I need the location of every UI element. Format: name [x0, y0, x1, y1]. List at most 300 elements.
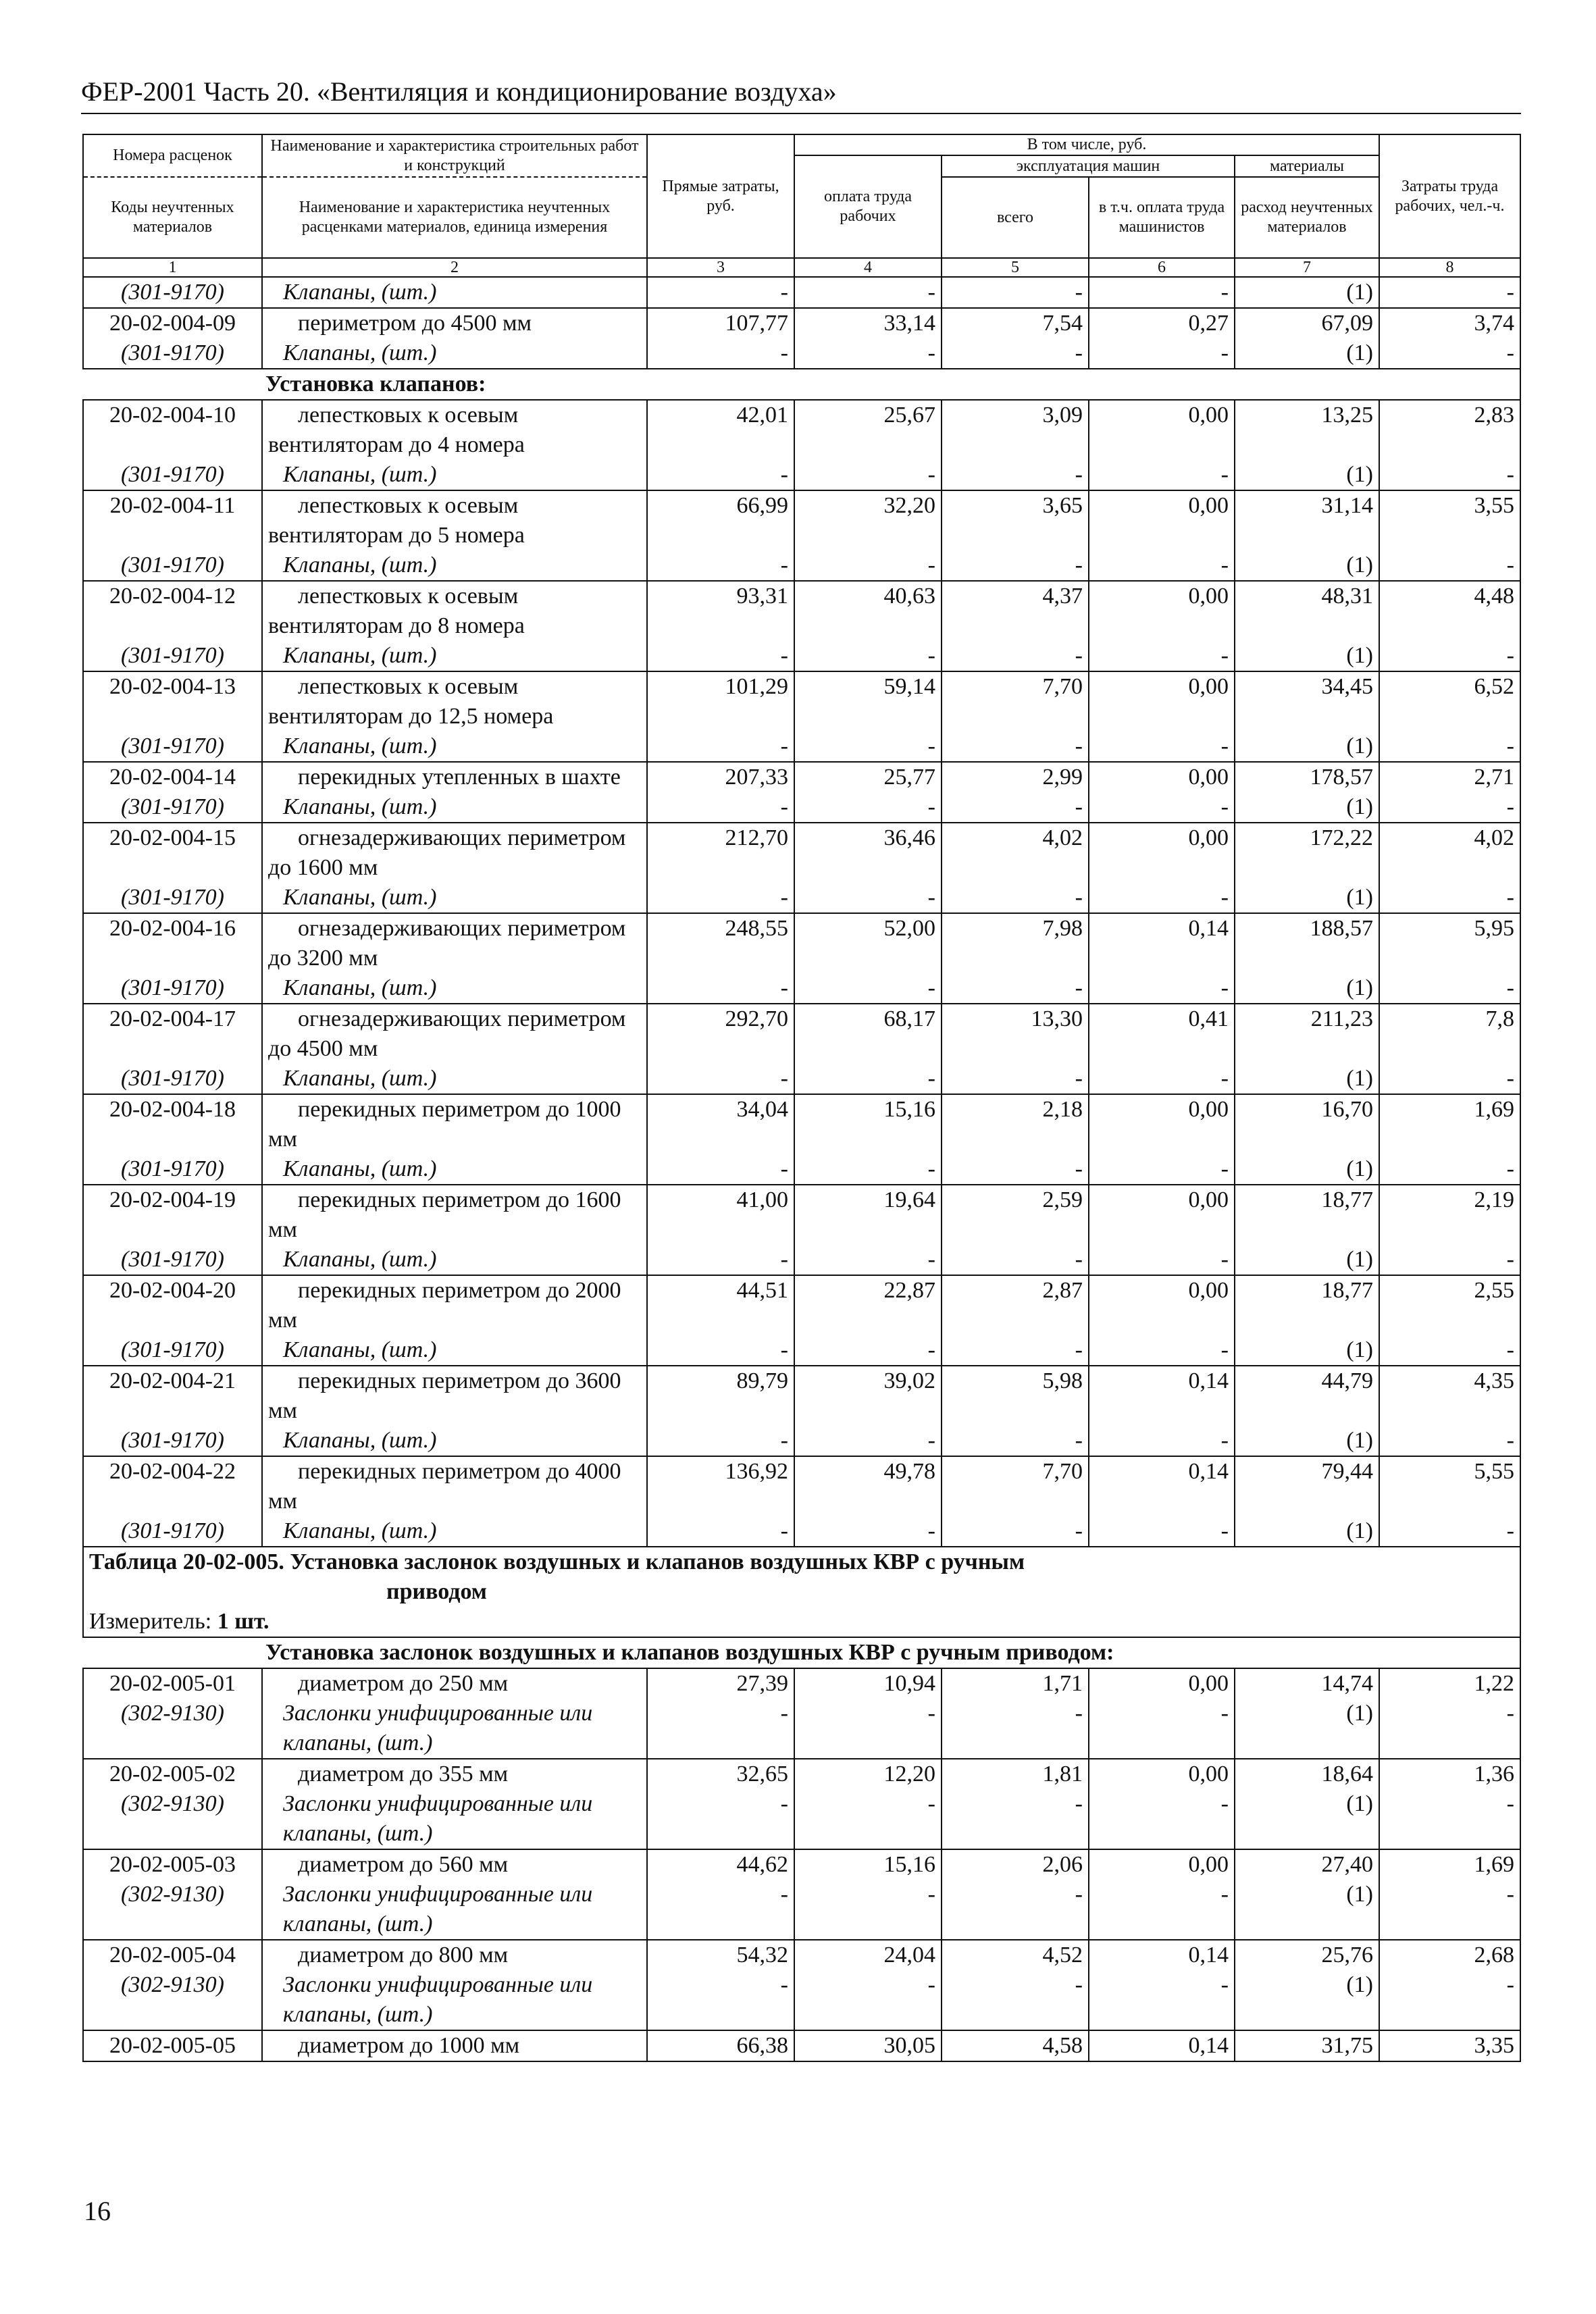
work-name — [262, 762, 647, 792]
col-num: 5 — [942, 258, 1089, 277]
dash-cell: - — [1379, 338, 1520, 369]
material-code: (301-9170) — [83, 460, 262, 490]
value-col-4: 22,87 — [794, 1275, 942, 1335]
table2-unit-row — [83, 1607, 1520, 1637]
value-col-8: 5,95 — [1379, 913, 1520, 973]
value-col-7: 18,77 — [1235, 1275, 1379, 1335]
rate-code: 20-02-004-14 — [83, 762, 262, 792]
work-name-text: диаметром до 560 мм — [298, 1852, 509, 1877]
value-col-4: 68,17 — [794, 1004, 942, 1064]
price-row — [83, 490, 1520, 550]
dash-cell: - — [647, 641, 794, 671]
value-col-6: 0,00 — [1089, 762, 1235, 792]
dash-cell: - — [1089, 731, 1235, 762]
work-name-text: перекидных периметром до 1000 мм — [268, 1097, 621, 1152]
dash-cell: - — [647, 1970, 794, 2030]
dash-cell: - — [794, 731, 942, 762]
dash-cell: - — [1089, 1880, 1235, 1940]
dash-cell: - — [647, 1789, 794, 1849]
work-name — [262, 1849, 647, 1880]
value-col-6: 0,14 — [1089, 1456, 1235, 1516]
dash-cell: - — [647, 1880, 794, 1940]
price-row — [83, 1456, 1520, 1516]
dash-cell: - — [942, 1789, 1089, 1849]
value-col-8: 3,55 — [1379, 490, 1520, 550]
material-row — [83, 1880, 1520, 1940]
value-col-5: 2,06 — [942, 1849, 1089, 1880]
hdr-labor-pay: оплата труда рабочих — [794, 155, 942, 258]
material-name: Клапаны, (шт.) — [262, 883, 647, 913]
dash-cell: - — [647, 1245, 794, 1275]
material-row — [83, 1516, 1520, 1547]
dash-cell: - — [1379, 973, 1520, 1004]
dash-cell: - — [794, 1516, 942, 1547]
value-col-3: 66,38 — [647, 2030, 794, 2061]
value-col-3: 44,62 — [647, 1849, 794, 1880]
value-col-7: 18,77 — [1235, 1185, 1379, 1245]
value-col-7: 44,79 — [1235, 1366, 1379, 1426]
dash-cell: - — [647, 973, 794, 1004]
material-qty: (1) — [1235, 277, 1379, 308]
value-col-5: 7,54 — [942, 308, 1089, 338]
value-col-6: 0,14 — [1089, 2030, 1235, 2061]
value-col-8: 7,8 — [1379, 1004, 1520, 1064]
column-numbers-row — [83, 258, 1520, 277]
material-qty: (1) — [1235, 1154, 1379, 1185]
rate-code: 20-02-004-17 — [83, 1004, 262, 1064]
dash-cell: - — [794, 460, 942, 490]
material-qty: (1) — [1235, 883, 1379, 913]
unit-label: Измеритель: — [89, 1609, 217, 1634]
hdr-including: В том числе, руб. — [794, 134, 1379, 155]
dash-cell: - — [794, 1970, 942, 2030]
dash-cell: - — [1089, 973, 1235, 1004]
value-col-8: 2,83 — [1379, 400, 1520, 460]
price-row — [83, 581, 1520, 641]
value-col-3: 207,33 — [647, 762, 794, 792]
dash-cell: - — [942, 1154, 1089, 1185]
work-name-text: перекидных периметром до 4000 мм — [268, 1459, 621, 1514]
dash-cell: - — [1089, 1516, 1235, 1547]
dash-cell: - — [647, 1516, 794, 1547]
dash-cell: - — [1089, 1970, 1235, 2030]
value-col-3: 54,32 — [647, 1940, 794, 1970]
value-col-6: 0,00 — [1089, 1668, 1235, 1699]
material-row — [83, 1064, 1520, 1094]
work-name — [262, 1094, 647, 1154]
work-name-text: лепестковых к осевым вентиляторам до 8 номера — [268, 584, 525, 638]
material-code: (301-9170) — [83, 973, 262, 1004]
material-qty: (1) — [1235, 550, 1379, 581]
hdr-machines-total: всего — [942, 177, 1089, 258]
work-name — [262, 1456, 647, 1516]
value-col-6: 0,00 — [1089, 1185, 1235, 1245]
material-qty: (1) — [1235, 731, 1379, 762]
work-name — [262, 400, 647, 460]
dash-cell: - — [794, 973, 942, 1004]
value-col-4: 32,20 — [794, 490, 942, 550]
dash-cell: - — [1379, 277, 1520, 308]
price-row — [83, 762, 1520, 792]
value-col-8: 2,55 — [1379, 1275, 1520, 1335]
value-col-6: 0,00 — [1089, 1094, 1235, 1154]
material-code: (301-9170) — [83, 1426, 262, 1456]
material-qty: (1) — [1235, 460, 1379, 490]
value-col-8: 3,74 — [1379, 308, 1520, 338]
material-row — [83, 641, 1520, 671]
material-code: (301-9170) — [83, 277, 262, 308]
material-qty: (1) — [1235, 792, 1379, 823]
rate-code: 20-02-004-16 — [83, 913, 262, 973]
dash-cell: - — [1089, 883, 1235, 913]
dash-cell: - — [1089, 338, 1235, 369]
value-col-3: 34,04 — [647, 1094, 794, 1154]
rate-code: 20-02-004-09 — [83, 308, 262, 338]
value-col-6: 0,00 — [1089, 400, 1235, 460]
material-qty: (1) — [1235, 1064, 1379, 1094]
material-row — [83, 1699, 1520, 1759]
material-code: (301-9170) — [83, 1516, 262, 1547]
value-col-7: 31,75 — [1235, 2030, 1379, 2061]
material-code: (301-9170) — [83, 883, 262, 913]
value-col-4: 59,14 — [794, 671, 942, 731]
value-col-4: 12,20 — [794, 1759, 942, 1789]
col-num: 3 — [647, 258, 794, 277]
value-col-3: 248,55 — [647, 913, 794, 973]
hdr-name-top: Наименование и характеристика строительных работ и конструкций — [262, 134, 647, 177]
hdr-name-bottom: Наименование и характеристика неучтенных расценками материалов, единица измерения — [262, 177, 647, 258]
col-num: 4 — [794, 258, 942, 277]
material-row — [83, 550, 1520, 581]
material-code: (301-9170) — [83, 792, 262, 823]
table2-title — [83, 1547, 1520, 1607]
dash-cell: - — [647, 1154, 794, 1185]
table2-unit — [83, 1607, 1520, 1637]
material-name: Клапаны, (шт.) — [262, 792, 647, 823]
value-col-3: 292,70 — [647, 1004, 794, 1064]
dash-cell: - — [1089, 1064, 1235, 1094]
value-col-7: 13,25 — [1235, 400, 1379, 460]
value-col-7: 172,22 — [1235, 823, 1379, 883]
work-name — [262, 823, 647, 883]
material-row — [83, 1426, 1520, 1456]
dash-cell: - — [1089, 641, 1235, 671]
value-col-4: 39,02 — [794, 1366, 942, 1426]
material-name: Клапаны, (шт.) — [262, 1335, 647, 1366]
dash-cell: - — [1089, 1154, 1235, 1185]
dash-cell: - — [794, 1245, 942, 1275]
page-number: 16 — [84, 2196, 111, 2226]
material-qty: (1) — [1235, 1880, 1379, 1940]
dash-cell: - — [794, 641, 942, 671]
rate-code: 20-02-005-01 — [83, 1668, 262, 1699]
hdr-machines-labor: в т.ч. оплата труда машинистов — [1089, 177, 1235, 258]
estimate-table — [82, 134, 1521, 2062]
dash-cell: - — [1379, 1335, 1520, 1366]
material-name: Клапаны, (шт.) — [262, 641, 647, 671]
material-name: Клапаны, (шт.) — [262, 1516, 647, 1547]
dash-cell: - — [1379, 550, 1520, 581]
value-col-3: 107,77 — [647, 308, 794, 338]
value-col-4: 19,64 — [794, 1185, 942, 1245]
value-col-3: 42,01 — [647, 400, 794, 460]
dash-cell: - — [942, 1245, 1089, 1275]
price-row — [83, 1185, 1520, 1245]
price-row — [83, 1940, 1520, 1970]
table-body — [83, 277, 1520, 2061]
dash-cell: - — [942, 1335, 1089, 1366]
value-col-7: 178,57 — [1235, 762, 1379, 792]
dash-cell: - — [1379, 792, 1520, 823]
work-name — [262, 1759, 647, 1789]
value-col-4: 33,14 — [794, 308, 942, 338]
value-col-8: 1,22 — [1379, 1668, 1520, 1699]
material-name: Заслонки унифицированные или клапаны, (шт.) — [262, 1789, 647, 1849]
price-row — [83, 1004, 1520, 1064]
material-row — [83, 1245, 1520, 1275]
value-col-7: 67,09 — [1235, 308, 1379, 338]
work-name — [262, 308, 647, 338]
value-col-3: 41,00 — [647, 1185, 794, 1245]
value-col-8: 2,71 — [1379, 762, 1520, 792]
value-col-4: 52,00 — [794, 913, 942, 973]
dash-cell: - — [794, 1064, 942, 1094]
value-col-5: 7,70 — [942, 1456, 1089, 1516]
table2-title-line1: Таблица 20-02-005. Установка заслонок воздушных и клапанов воздушных КВР с ручным — [89, 1549, 1025, 1574]
work-name — [262, 581, 647, 641]
material-row — [83, 792, 1520, 823]
dash-cell: - — [942, 1699, 1089, 1759]
value-col-6: 0,00 — [1089, 581, 1235, 641]
value-col-4: 24,04 — [794, 1940, 942, 1970]
work-name-text: лепестковых к осевым вентиляторам до 5 номера — [268, 493, 525, 548]
rate-code: 20-02-005-05 — [83, 2030, 262, 2061]
work-name — [262, 1668, 647, 1699]
dash-cell: - — [647, 1064, 794, 1094]
work-name — [262, 1275, 647, 1335]
value-col-3: 101,29 — [647, 671, 794, 731]
section-row — [83, 1637, 1520, 1668]
page-header — [81, 76, 1521, 114]
value-col-4: 15,16 — [794, 1094, 942, 1154]
dash-cell: - — [1379, 1245, 1520, 1275]
dash-cell: - — [647, 1335, 794, 1366]
hdr-codes-top: Номера расценок — [83, 134, 262, 177]
work-name-text: огнезадерживающих периметром до 3200 мм — [268, 916, 626, 971]
dash-cell: - — [1089, 550, 1235, 581]
value-col-6: 0,41 — [1089, 1004, 1235, 1064]
dash-cell: - — [942, 338, 1089, 369]
value-col-6: 0,00 — [1089, 1275, 1235, 1335]
dash-cell: - — [1089, 1245, 1235, 1275]
col-num: 1 — [83, 258, 262, 277]
dash-cell: - — [942, 460, 1089, 490]
work-name-text: перекидных утепленных в шахте — [298, 765, 621, 790]
price-row — [83, 1366, 1520, 1426]
material-name: Заслонки унифицированные или клапаны, (шт.) — [262, 1970, 647, 2030]
price-row — [83, 671, 1520, 731]
material-name: Заслонки унифицированные или клапаны, (шт.) — [262, 1699, 647, 1759]
dash-cell: - — [942, 641, 1089, 671]
value-col-3: 66,99 — [647, 490, 794, 550]
dash-cell: - — [794, 277, 942, 308]
material-row — [83, 973, 1520, 1004]
material-name: Клапаны, (шт.) — [262, 973, 647, 1004]
work-name — [262, 490, 647, 550]
value-col-5: 4,02 — [942, 823, 1089, 883]
material-name: Клапаны, (шт.) — [262, 460, 647, 490]
value-col-7: 16,70 — [1235, 1094, 1379, 1154]
price-row — [83, 308, 1520, 338]
value-col-3: 32,65 — [647, 1759, 794, 1789]
dash-cell: - — [942, 1970, 1089, 2030]
material-code: (302-9130) — [83, 1970, 262, 2030]
value-col-5: 2,87 — [942, 1275, 1089, 1335]
value-col-5: 1,71 — [942, 1668, 1089, 1699]
value-col-4: 40,63 — [794, 581, 942, 641]
value-col-4: 36,46 — [794, 823, 942, 883]
col-num: 7 — [1235, 258, 1379, 277]
value-col-3: 27,39 — [647, 1668, 794, 1699]
dash-cell: - — [647, 792, 794, 823]
dash-cell: - — [794, 792, 942, 823]
material-qty: (1) — [1235, 641, 1379, 671]
material-qty: (1) — [1235, 1970, 1379, 2030]
rate-code: 20-02-004-21 — [83, 1366, 262, 1426]
dash-cell: - — [1379, 1789, 1520, 1849]
material-code: (301-9170) — [83, 338, 262, 369]
dash-cell: - — [794, 338, 942, 369]
material-qty: (1) — [1235, 1516, 1379, 1547]
material-qty: (1) — [1235, 1699, 1379, 1759]
price-row — [83, 400, 1520, 460]
value-col-8: 2,68 — [1379, 1940, 1520, 1970]
price-row — [83, 823, 1520, 883]
value-col-7: 48,31 — [1235, 581, 1379, 641]
value-col-8: 1,69 — [1379, 1849, 1520, 1880]
value-col-7: 211,23 — [1235, 1004, 1379, 1064]
dash-cell: - — [1089, 1789, 1235, 1849]
rate-code: 20-02-005-02 — [83, 1759, 262, 1789]
dash-cell: - — [1379, 1154, 1520, 1185]
work-name — [262, 2030, 647, 2061]
work-name-text: перекидных периметром до 1600 мм — [268, 1187, 621, 1242]
rate-code: 20-02-004-18 — [83, 1094, 262, 1154]
hdr-machines: эксплуатация машин — [942, 155, 1235, 177]
material-row — [83, 1970, 1520, 2030]
price-row — [83, 2030, 1520, 2061]
dash-cell: - — [647, 1699, 794, 1759]
material-name: Клапаны, (шт.) — [262, 1154, 647, 1185]
price-row — [83, 1094, 1520, 1154]
dash-cell: - — [794, 550, 942, 581]
value-col-4: 25,67 — [794, 400, 942, 460]
work-name-text: лепестковых к осевым вентиляторам до 4 номера — [268, 403, 525, 457]
value-col-5: 3,65 — [942, 490, 1089, 550]
dash-cell: - — [942, 883, 1089, 913]
material-code: (302-9130) — [83, 1789, 262, 1849]
dash-cell: - — [1379, 1064, 1520, 1094]
dash-cell: - — [942, 1426, 1089, 1456]
value-col-6: 0,27 — [1089, 308, 1235, 338]
value-col-7: 188,57 — [1235, 913, 1379, 973]
value-col-7: 14,74 — [1235, 1668, 1379, 1699]
dash-cell: - — [647, 338, 794, 369]
work-name — [262, 1940, 647, 1970]
dash-cell: - — [1379, 641, 1520, 671]
value-col-8: 5,55 — [1379, 1456, 1520, 1516]
section-title: Установка заслонок воздушных и клапанов воздушных КВР с ручным приводом: — [83, 1637, 1520, 1668]
material-qty: (1) — [1235, 338, 1379, 369]
value-col-8: 4,48 — [1379, 581, 1520, 641]
value-col-3: 212,70 — [647, 823, 794, 883]
material-code: (301-9170) — [83, 1064, 262, 1094]
material-code: (301-9170) — [83, 1335, 262, 1366]
table-header — [83, 134, 1520, 277]
material-name: Клапаны, (шт.) — [262, 277, 647, 308]
dash-cell: - — [794, 1426, 942, 1456]
work-name-text: периметром до 4500 мм — [298, 311, 532, 336]
value-col-8: 1,36 — [1379, 1759, 1520, 1789]
price-row — [83, 1849, 1520, 1880]
page-header-text: ФЕР-2001 Часть 20. «Вентиляция и кондиционирование воздуха» — [81, 76, 837, 107]
material-row — [83, 883, 1520, 913]
dash-cell: - — [1089, 277, 1235, 308]
dash-cell: - — [647, 277, 794, 308]
section-title: Установка клапанов: — [83, 369, 1520, 400]
col-num: 6 — [1089, 258, 1235, 277]
rate-code: 20-02-004-19 — [83, 1185, 262, 1245]
value-col-8: 1,69 — [1379, 1094, 1520, 1154]
value-col-6: 0,14 — [1089, 913, 1235, 973]
dash-cell: - — [1089, 460, 1235, 490]
rate-code: 20-02-004-10 — [83, 400, 262, 460]
work-name-text: диаметром до 250 мм — [298, 1671, 509, 1696]
value-col-5: 4,37 — [942, 581, 1089, 641]
dash-cell: - — [1089, 1335, 1235, 1366]
hdr-materials: материалы — [1235, 155, 1379, 177]
price-row — [83, 1759, 1520, 1789]
value-col-6: 0,00 — [1089, 671, 1235, 731]
value-col-3: 44,51 — [647, 1275, 794, 1335]
rate-code: 20-02-004-13 — [83, 671, 262, 731]
price-row — [83, 913, 1520, 973]
material-qty: (1) — [1235, 1245, 1379, 1275]
material-name: Клапаны, (шт.) — [262, 1245, 647, 1275]
dash-cell: - — [942, 1880, 1089, 1940]
rate-code: 20-02-005-04 — [83, 1940, 262, 1970]
dash-cell: - — [942, 1064, 1089, 1094]
rate-code: 20-02-004-11 — [83, 490, 262, 550]
value-col-5: 2,59 — [942, 1185, 1089, 1245]
value-col-8: 3,35 — [1379, 2030, 1520, 2061]
value-col-6: 0,00 — [1089, 1759, 1235, 1789]
rate-code: 20-02-004-15 — [83, 823, 262, 883]
value-col-8: 4,35 — [1379, 1366, 1520, 1426]
value-col-5: 1,81 — [942, 1759, 1089, 1789]
work-name-text: диаметром до 1000 мм — [298, 2033, 520, 2058]
value-col-5: 7,98 — [942, 913, 1089, 973]
value-col-7: 25,76 — [1235, 1940, 1379, 1970]
dash-cell: - — [1379, 1970, 1520, 2030]
value-col-3: 89,79 — [647, 1366, 794, 1426]
material-code: (302-9130) — [83, 1699, 262, 1759]
unit-value: 1 шт. — [217, 1609, 269, 1634]
dash-cell: - — [794, 1335, 942, 1366]
work-name — [262, 1366, 647, 1426]
hdr-labor-hours: Затраты труда рабочих, чел.-ч. — [1379, 134, 1520, 258]
material-code: (302-9130) — [83, 1880, 262, 1940]
